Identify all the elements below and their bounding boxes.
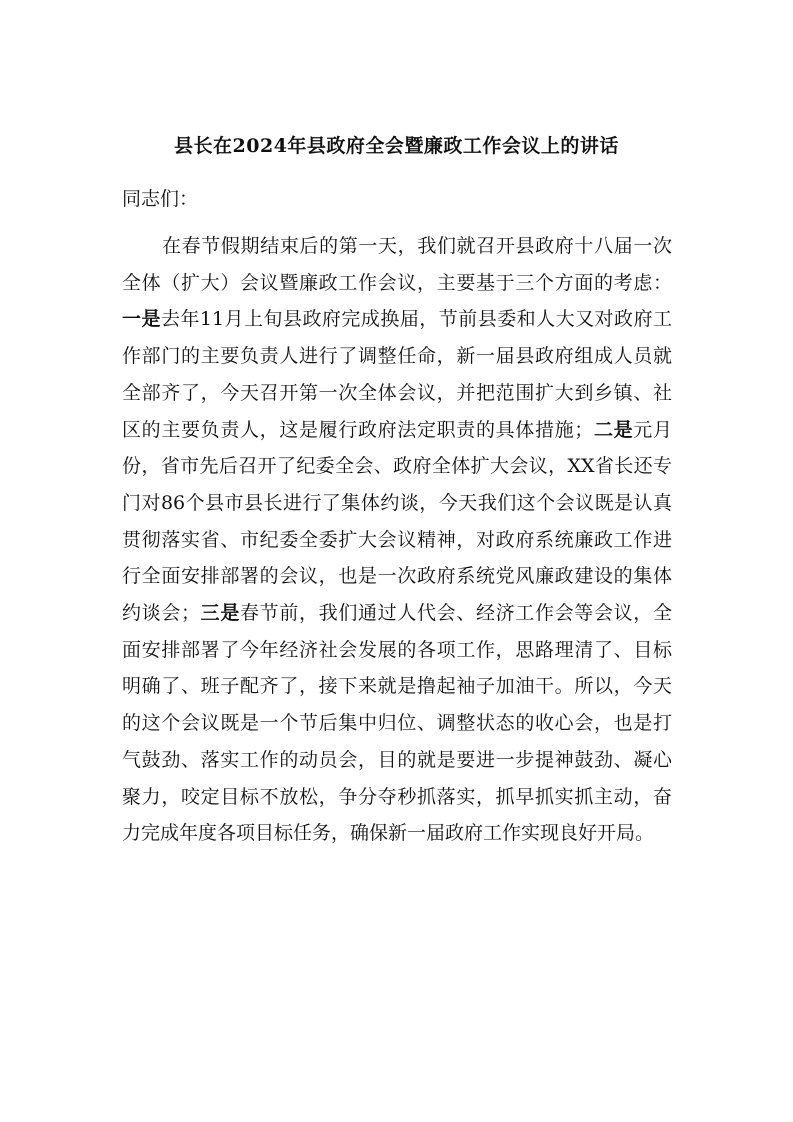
point-one-keyword: 一是	[122, 308, 161, 331]
paragraph-text-intro: 在春节假期结束后的第一天，我们就召开县政府十八届一次全体（扩大）会议暨廉政工作会议，主要基于三个方面的考虑：	[122, 235, 672, 294]
paragraph-text-point-three: 春节前，我们通过人代会、经济工作会等会议，全面安排部署了今年经济社会发展的各项工作，思路理清了、目标明确了、班子配齐了，接下来就是撸起袖子加油干。所以，今天的这个会议既是一个节后集中归位、调整状态的收心会，也是打气鼓劲、落实工作的动员会，目的就是要进一步提神鼓劲、凝心聚力，咬定目标不放松，争分夺秒抓落实，抓早抓实抓主动，奋力完成年度各项目标任务，确保新一届政府工作实现良好开局。	[122, 602, 672, 845]
paragraph-text-point-one: 去年11月上旬县政府完成换届，节前县委和人大又对政府工作部门的主要负责人进行了调整任命，新一届县政府组成人员就全部齐了，今天召开第一次全体会议，并把范围扩大到乡镇、社区的主要负责人，这是履行政府法定职责的具体措施；	[122, 308, 672, 441]
point-three-keyword: 三是	[200, 602, 240, 625]
paragraph-text-point-two: 元月份，省市先后召开了纪委全会、政府全体扩大会议，XX省长还专门对86个县市县长进行了集体约谈，今天我们这个会议既是认真贯彻落实省、市纪委全委扩大会议精神，对政府系统廉政工作进行全面安排部署的会议，也是一次政府系统党风廉政建设的集体约谈会；	[122, 418, 672, 625]
point-two-keyword: 二是	[593, 418, 634, 441]
salutation: 同志们：	[122, 188, 199, 210]
body-paragraph	[122, 228, 672, 852]
document-title: 县长在2024年县政府全会暨廉政工作会议上的讲话	[174, 135, 619, 157]
